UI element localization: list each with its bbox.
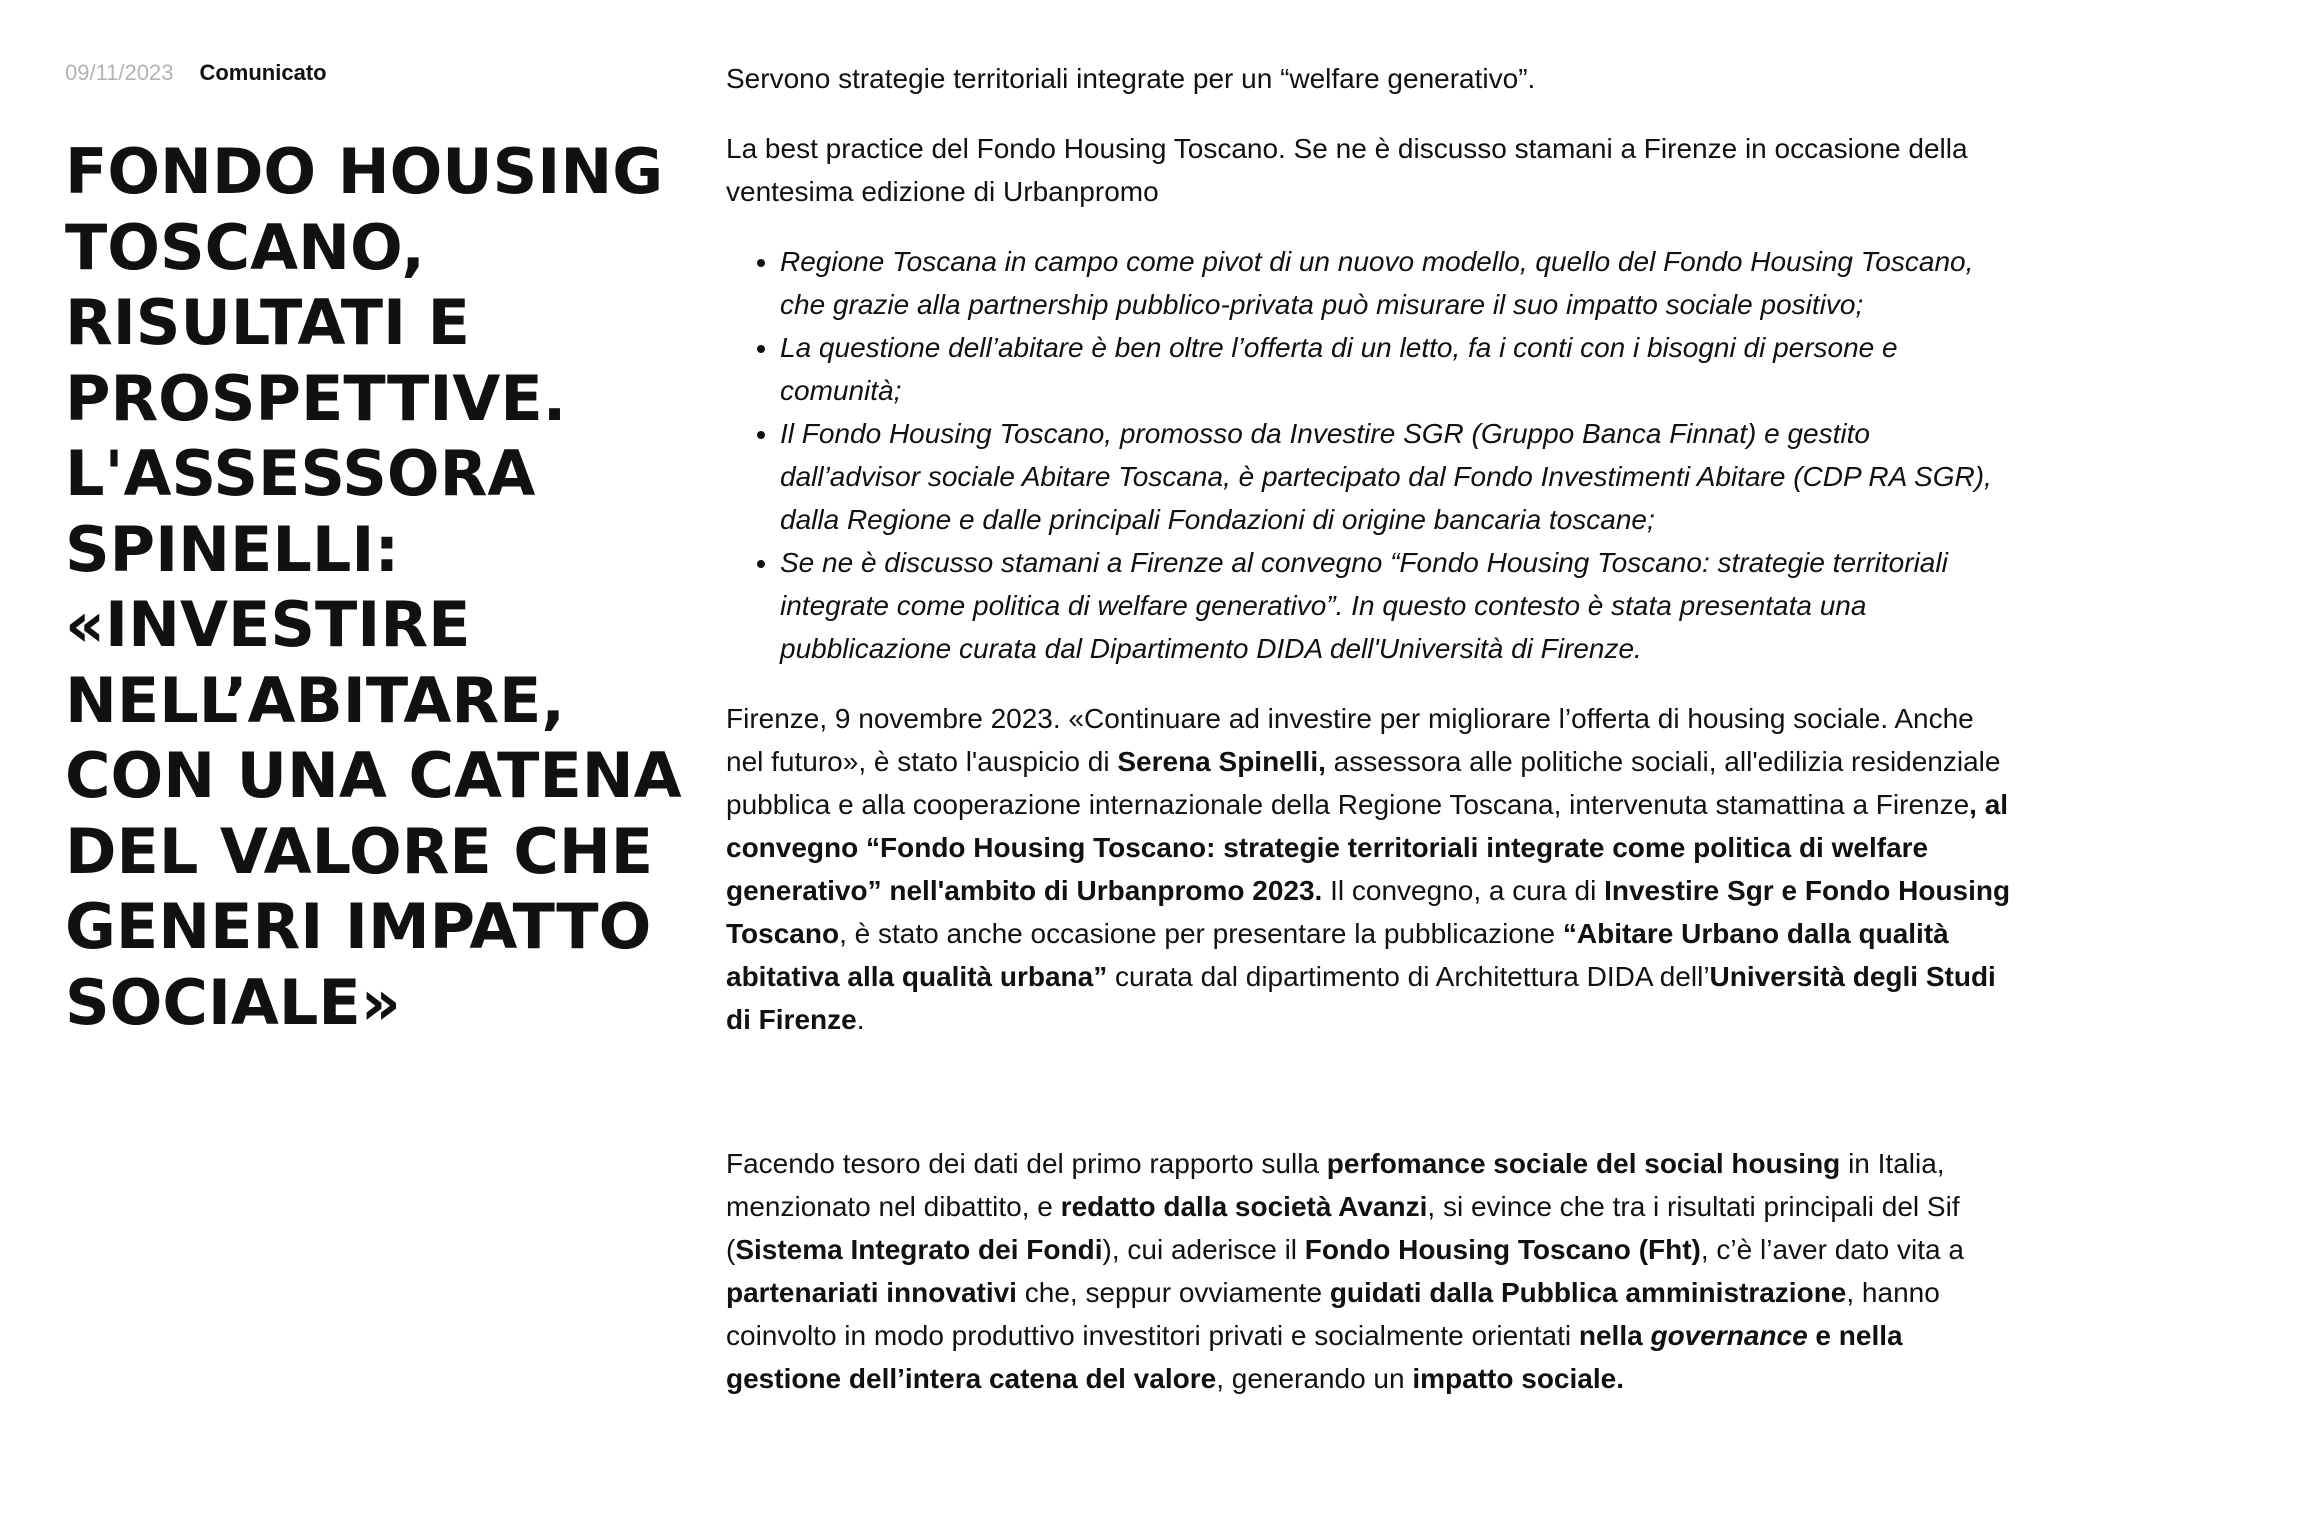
publish-date: 09/11/2023 [65,60,174,85]
italic-run: governance [1650,1320,1808,1351]
bold-run: “Abitare Urbano dalla qualità abitativa alla qualità urbana” [726,918,1949,992]
text-run: assessora alle politiche sociali, all'edilizia residenziale pubblica e alla cooperazione internazionale della Regione Toscana, intervenuta stamattina a Firenze [726,746,2001,820]
body-paragraph-1 [726,697,2016,1041]
bold-run: partenariati innovativi [726,1277,1017,1308]
bold-run: nella [1578,1320,1651,1351]
bold-run: Università degli Studi di Firenze [726,961,1996,1035]
bold-run: e nella gestione dell’intera catena del valore [726,1320,1903,1394]
paragraph-spacer [726,1041,2016,1142]
lead-paragraph: La best practice del Fondo Housing Toscano. Se ne è discusso stamani a Firenze in occasione della ventesima edizione di Urbanpromo [726,133,1968,207]
text-run: Il convegno, a cura di [1322,875,1605,906]
list-item: • La questione dell’abitare è ben oltre l’offerta di un letto, fa i conti con i bisogni di persone e comunità; [780,326,2016,412]
highlights-list [726,240,2016,670]
category-label: Comunicato [199,60,327,85]
bold-run: Sistema Integrato dei Fondi [735,1234,1103,1265]
article-body [726,57,2016,1400]
text-run: , generando un [1216,1363,1413,1394]
bold-run: redatto dalla società Avanzi [1060,1191,1428,1222]
body-paragraph-2 [726,1142,2016,1400]
bold-run: Serena Spinelli, [1117,746,1326,777]
text-run: curata dal dipartimento di Architettura DIDA dell’ [1107,961,1710,992]
bold-italic-run [1650,1320,1807,1351]
list-item: • Regione Toscana in campo come pivot di un nuovo modello, quello del Fondo Housing Toscano, che grazie alla partnership pubblico-privata può misurare il suo impatto sociale positivo; [780,240,2016,326]
bold-run: Investire Sgr e Fondo Housing Toscano [726,875,2011,949]
text-run: , c’è l’aver dato vita a [1700,1234,1964,1265]
text-run: in Italia, menzionato nel dibattito, e [726,1148,1945,1222]
article-headline: FONDO HOUSING TOSCANO, RISULTATI E PROSPETTIVE. L'ASSESSORA SPINELLI: «INVESTIRE NELL’ABITARE, CON UNA CATENA DEL VALORE CHE GENERI IMPATTO SOCIALE» [65,135,682,1039]
article-header [65,58,685,1040]
bold-run: Fondo Housing Toscano (Fht) [1304,1234,1701,1265]
list-item: • Se ne è discusso stamani a Firenze al convegno “Fondo Housing Toscano: strategie territoriali integrate come politica di welfare generativo”. In questo contesto è stata presentata una pubblicazione curata dal Dipartimento DIDA dell'Università di Firenze. [780,541,2016,670]
text-run: Firenze, 9 novembre 2023. «Continuare ad investire per migliorare l’offerta di housing sociale. Anche nel futuro», è stato l'auspicio di [726,703,1974,777]
article-meta [65,58,685,88]
bold-run: , al convegno “Fondo Housing Toscano: strategie territoriali integrate come politica di welfare generativo” nell'ambito di Urbanpromo 2023. [726,789,2009,906]
intro-paragraph: Servono strategie territoriali integrate per un “welfare generativo”. [726,63,1536,94]
text-run: Facendo tesoro dei dati del primo rapporto sulla [726,1148,1327,1179]
bold-run: perfomance sociale del social housing [1326,1148,1841,1179]
text-run: . [856,1004,865,1035]
list-item: • Il Fondo Housing Toscano, promosso da Investire SGR (Gruppo Banca Finnat) e gestito dall’advisor sociale Abitare Toscana, è partecipato dal Fondo Investimenti Abitare (CDP RA SGR), dalla Regione e dalle principali Fondazioni di origine bancaria toscane; [780,412,2016,541]
text-run: che, seppur ovviamente [1016,1277,1330,1308]
bold-run: guidati dalla Pubblica amministrazione [1329,1277,1847,1308]
text-run: , si evince che tra i risultati principali del Sif ( [726,1191,1960,1265]
text-run: ), cui aderisce il [1102,1234,1305,1265]
text-run: , è stato anche occasione per presentare la pubblicazione [839,918,1563,949]
text-run: , hanno coinvolto in modo produttivo investitori privati e socialmente orientati [726,1277,1940,1351]
bold-run: impatto sociale. [1412,1363,1624,1394]
